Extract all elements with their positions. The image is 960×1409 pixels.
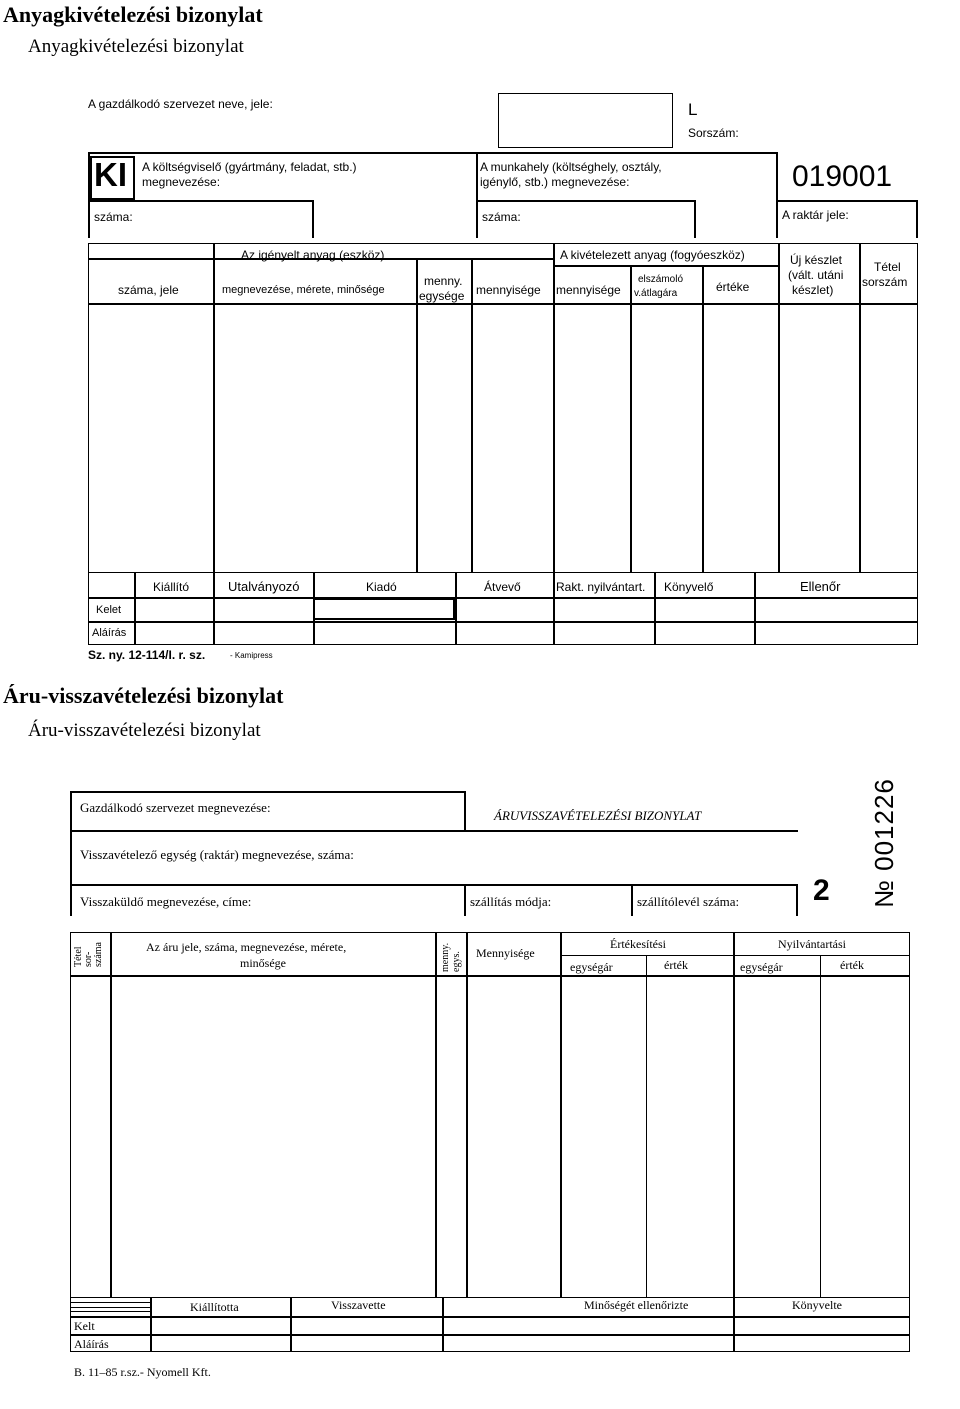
sub-heading-2: Áru-visszavételezési bizonylat — [28, 720, 261, 741]
sig-booked: Könyvelte — [792, 1298, 842, 1312]
serial-letter: L — [688, 100, 698, 119]
col-return-quantity: Mennyisége — [476, 946, 535, 960]
col-item-number: Tétel sor-száma — [73, 942, 104, 967]
sig-receiver: Átvevő — [484, 580, 521, 594]
col-registered-unit-price: egységár — [740, 960, 783, 974]
sig-dispenser: Kiadó — [366, 580, 397, 594]
serial-label: Sorszám: — [688, 126, 739, 140]
col-description: megnevezése, mérete, minősége — [222, 284, 385, 296]
return-sender-label: Visszaküldő megnevezése, címe: — [80, 894, 252, 909]
col-item-2: sorszám — [862, 275, 908, 289]
page-heading: Anyagkivételezési bizonylat — [3, 2, 263, 27]
form-footer: Sz. ny. 12-114/I. r. sz. — [88, 648, 206, 662]
col-value: értéke — [716, 280, 750, 294]
col-sales-value: érték — [664, 958, 688, 972]
sub-heading: Anyagkivételezési bizonylat — [28, 36, 244, 57]
return-org-label: Gazdálkodó szervezet megnevezése: — [80, 800, 271, 815]
row-date: Kelet — [96, 604, 122, 616]
sig-accountant: Könyvelő — [664, 580, 714, 594]
col-registered: Nyilvántartási — [778, 937, 846, 951]
serial-number: 019001 — [792, 160, 893, 193]
sig-issuer: Kiállító — [153, 580, 190, 594]
col-new-stock-3: készlet) — [792, 283, 834, 297]
return-unit-label: Visszavételező egység (raktár) megnevezése, száma: — [80, 847, 354, 862]
return-items-table — [70, 932, 910, 1297]
return-row-signature: Aláírás — [74, 1337, 109, 1351]
warehouse-label: A raktár jele: — [782, 208, 849, 222]
org-box[interactable] — [498, 93, 673, 148]
col-number: száma, jele — [118, 283, 179, 297]
col-avg-price-2: v.átlagára — [634, 288, 678, 299]
withdrawn-header: A kivételezett anyag (fogyóeszköz) — [560, 248, 745, 262]
cost-bearer-label: A költségviselő (gyártmány, feladat, stb.) — [142, 160, 357, 174]
col-new-stock: Új készlet — [790, 253, 843, 267]
col-quantity: mennyisége — [476, 283, 541, 297]
return-doc-title: ÁRUVISSZAVÉTELEZÉSI BIZONYLAT — [494, 808, 702, 823]
return-footer: B. 11–85 r.sz.- Nyomell Kft. — [74, 1365, 211, 1379]
page-heading-2: Áru-visszavételezési bizonylat — [3, 683, 284, 708]
workplace-label: A munkahely (költséghely, osztály, — [480, 160, 662, 174]
col-sales-unit-price: egységár — [570, 960, 613, 974]
sig-controller: Ellenőr — [800, 579, 841, 594]
cost-bearer-label-2: megnevezése: — [142, 175, 221, 189]
col-unit: menny. — [424, 274, 463, 288]
col-avg-price: elszámoló — [638, 274, 684, 285]
return-serial-number: № 001226 — [869, 778, 899, 908]
workplace-number-label: száma: — [482, 210, 521, 224]
return-row-date: Kelt — [74, 1319, 95, 1333]
sig-registrar: Rakt. nyilvántart. — [556, 580, 646, 594]
sig-issued-by: Kiállította — [190, 1300, 239, 1314]
sig-authorizer: Utalványozó — [228, 579, 300, 594]
col-goods-2: minősége — [240, 956, 286, 970]
row-signature: Aláírás — [92, 627, 127, 639]
org-label: A gazdálkodó szervezet neve, jele: — [88, 97, 273, 111]
return-waybill-label: szállítólevél száma: — [637, 894, 740, 909]
form-footer-printer: - Kamipress — [230, 651, 273, 660]
col-new-stock-2: (vált. utáni — [788, 268, 844, 282]
requested-header: Az igényelt anyag (eszköz) — [241, 248, 385, 262]
col-return-unit: menny. egys. — [440, 942, 462, 972]
sig-quality-checked: Minőségét ellenőrizte — [584, 1298, 689, 1312]
col-item: Tétel — [874, 260, 901, 274]
workplace-label-2: igénylő, stb.) megnevezése: — [480, 175, 630, 189]
col-registered-value: érték — [840, 958, 864, 972]
col-unit-2: egysége — [419, 289, 465, 303]
cost-bearer-number-label: száma: — [94, 210, 133, 224]
copy-number: 2 — [813, 874, 830, 907]
col-goods: Az áru jele, száma, megnevezése, mérete, — [146, 940, 347, 954]
col-withdrawn-quantity: mennyisége — [556, 283, 621, 297]
ki-mark: KI — [94, 156, 127, 193]
sig-returned-by: Visszavette — [331, 1298, 386, 1312]
return-shipping-label: szállítás módja: — [470, 894, 552, 909]
col-sales: Értékesítési — [610, 937, 666, 951]
